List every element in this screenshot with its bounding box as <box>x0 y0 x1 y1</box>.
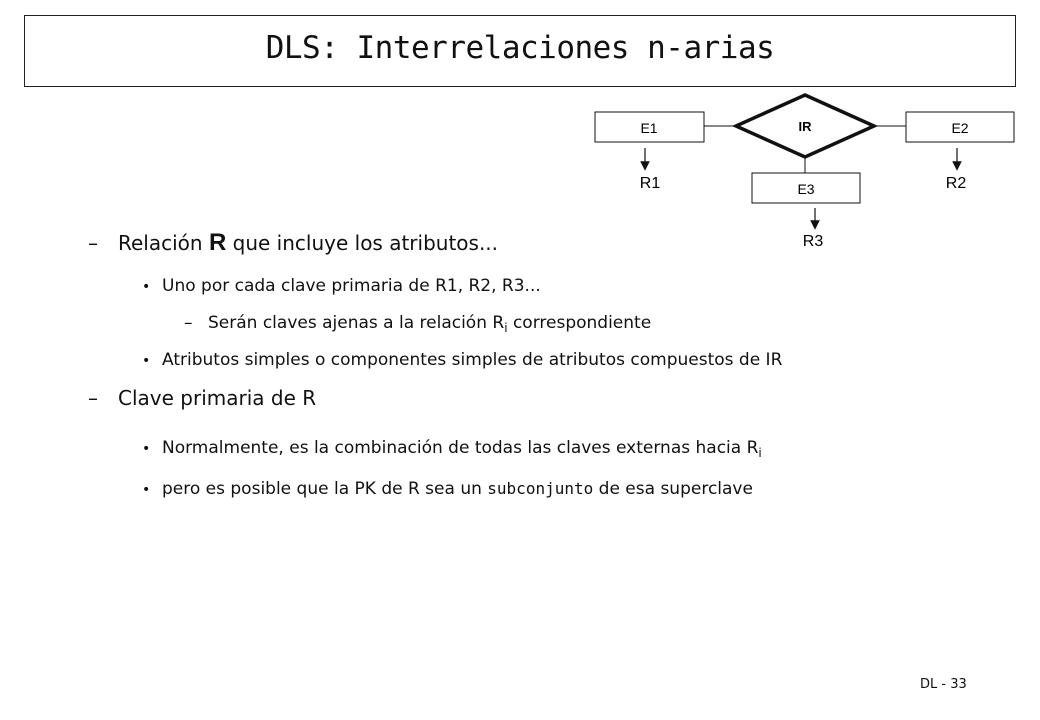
entity-e3-label: E3 <box>797 181 815 197</box>
item-text: Relación <box>118 231 209 255</box>
relation-r-bold: R <box>208 229 227 256</box>
bullet-marker: • <box>142 441 151 457</box>
item-relation-r <box>88 229 498 257</box>
relationship-label: IR <box>798 119 812 134</box>
slide-title: DLS: Interrelaciones n-arias <box>265 30 775 66</box>
item-text-end: que incluye los atributos... <box>226 231 499 255</box>
item-text: Clave primaria de R <box>118 386 317 410</box>
bullet-text: Atributos simples o componentes simples de atributos compuestos de IR <box>162 350 783 370</box>
dash-marker: – <box>88 231 98 255</box>
slide-number: DL - 33 <box>920 677 967 692</box>
subscript-i: i <box>504 321 508 335</box>
bullet-primary-keys <box>142 276 541 296</box>
bullet-text: pero es posible que la PK de R sea un <box>162 479 488 499</box>
relation-r1-label: R1 <box>639 175 661 192</box>
entity-e2-label: E2 <box>951 120 969 136</box>
bullet-text-end: de esa superclave <box>593 479 753 499</box>
subset-word: subconjunto <box>487 479 594 498</box>
subscript-i: i <box>758 446 762 460</box>
bullet-text: Normalmente, es la combinación de todas las claves externas hacia R <box>162 438 759 458</box>
sub-item-text: Serán claves ajenas a la relación R <box>208 313 505 333</box>
relation-r2-label: R2 <box>945 175 967 192</box>
entity-e1-label: E1 <box>640 120 658 136</box>
sub-item-foreign-keys <box>184 313 651 335</box>
item-primary-key <box>88 386 316 410</box>
bullet-marker: • <box>142 279 151 295</box>
dash-marker: – <box>184 313 193 333</box>
bullet-subset <box>142 479 753 499</box>
dash-marker: – <box>88 386 98 410</box>
bullet-simple-attributes <box>142 350 782 370</box>
bullet-marker: • <box>142 482 151 498</box>
bullet-marker: • <box>142 353 151 369</box>
sub-item-text-end: correspondiente <box>507 313 652 333</box>
bullet-text: Uno por cada clave primaria de R1, R2, R3... <box>162 276 541 296</box>
bullet-combination <box>142 438 762 460</box>
relation-r3-label: R3 <box>802 233 824 250</box>
